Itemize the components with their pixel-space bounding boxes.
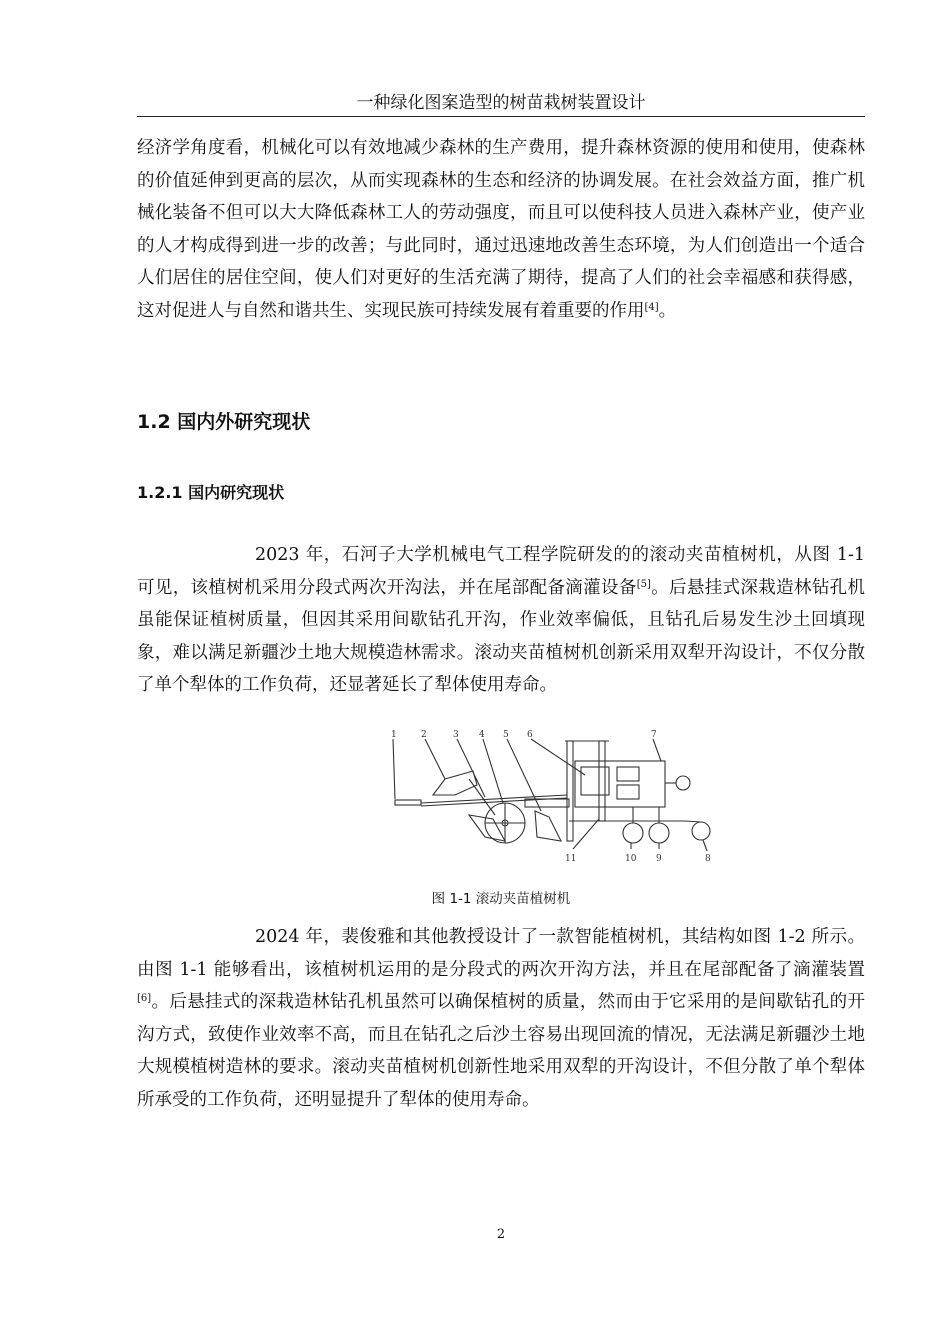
- paragraph-2023: [137, 539, 865, 702]
- page-number: 2: [496, 1227, 506, 1242]
- paragraph-tail: 。后悬挂式的深栽造林钻孔机虽然可以确保植树的质量，然而由于它采用的是间歇钻孔的开沟方式，致使作业效率不高，而且在钻孔之后沙土容易出现回流的情况，无法满足新疆沙土地大规模植树造林的要求。滚动夹苗植树机创新性地采用双犁的开沟设计，不但分散了单个犁体所承受的工作负荷，还明显提升了犁体的使用寿命。: [137, 992, 865, 1110]
- leader-line: [703, 840, 707, 851]
- support-arm: [469, 779, 495, 815]
- leader-line: [483, 739, 503, 803]
- leader-line: [393, 739, 395, 799]
- leader-line: [425, 739, 445, 779]
- front-mast: [567, 741, 573, 841]
- tank-window: [617, 785, 639, 799]
- header-rule: [137, 116, 865, 117]
- running-header-title: 一种绿化图案造型的树苗栽树装置设计: [356, 93, 646, 113]
- callout-11: 11: [565, 854, 577, 864]
- citation-ref: [4]: [644, 301, 659, 313]
- callout-7: 7: [651, 730, 657, 740]
- callout-3: 3: [453, 730, 459, 740]
- paragraph-economics: [137, 132, 865, 328]
- seedling-box: [433, 771, 477, 795]
- tank-window: [617, 767, 639, 781]
- drip-reel: [676, 776, 690, 790]
- ground-wheel-9: [649, 823, 669, 843]
- ground-wheel-10: [623, 823, 643, 843]
- callout-9: 9: [656, 854, 662, 864]
- rear-plough: [535, 811, 561, 841]
- water-tank: [575, 761, 665, 807]
- subsection-heading: 1.2.1 国内研究现状: [137, 483, 285, 502]
- citation-ref: [5]: [636, 578, 651, 590]
- callout-5: 5: [503, 730, 509, 740]
- planting-machine-figure: [385, 727, 730, 867]
- paragraph-tail: 。: [658, 300, 677, 321]
- leader-line: [653, 739, 661, 761]
- leader-line: [531, 739, 585, 775]
- front-plough: [469, 815, 505, 841]
- paragraph-text: 2023 年，石河子大学机械电气工程学院研发的的滚动夹苗植树机，从图 1-1 可见，该植树机采用分段式两次开沟法，并在尾部配备滴灌设备: [137, 545, 865, 598]
- paragraph-tail: 。后悬挂式深栽造林钻孔机虽能保证植树质量，但因其采用间歇钻孔开沟，作业效率偏低，且钻孔后易发生沙土回填现象，难以满足新疆沙土地大规模造林需求。滚动夹苗植树机创新采用双犁开沟设计，不仅分散了单个犁体的工作负荷，还显著延长了犁体使用寿命。: [137, 577, 866, 696]
- callout-10: 10: [625, 854, 637, 864]
- paragraph-text: 经济学角度看，机械化可以有效地减少森林的生产费用，提升森林资源的使用和使用，使森林的价值延伸到更高的层次，从而实现森林的生态和经济的协调发展。在社会效益方面，推广机械化装备不但可以大大降低森林工人的劳动强度，而且可以使科技人员进入森林产业，使产业的人才构成得到进一步的改善；与此同时，通过迅速地改善生态环境，为人们创造出一个适合人们居住的居住空间，使人们对更好的生活充满了期待，提高了人们的社会幸福感和获得感，这对促进人与自然和谐共生、实现民族可持续发展有着重要的作用: [137, 138, 865, 321]
- callout-8: 8: [705, 854, 711, 864]
- rear-mast: [599, 741, 605, 821]
- hitch-bar: [395, 800, 421, 805]
- paragraph-text: 2024 年，裴俊雅和其他教授设计了一款智能植树机，其结构如图 1-2 所示。由图 1-1 能够看出，该植树机运用的是分段式的两次开沟方法，并且在尾部配备了滴灌装置: [137, 927, 865, 980]
- planting-machine-drawing: [385, 727, 730, 867]
- callout-6: 6: [527, 730, 533, 740]
- figure-caption: 图 1-1 滚动夹苗植树机: [431, 891, 571, 907]
- citation-ref: [6]: [137, 993, 152, 1005]
- drip-wheel-8: [692, 822, 710, 840]
- callout-1: 1: [391, 730, 397, 740]
- callout-4: 4: [479, 730, 485, 740]
- callout-2: 2: [421, 730, 427, 740]
- section-heading: 1.2 国内外研究现状: [137, 411, 311, 433]
- paragraph-2024: [137, 921, 865, 1117]
- leader-line: [573, 819, 599, 849]
